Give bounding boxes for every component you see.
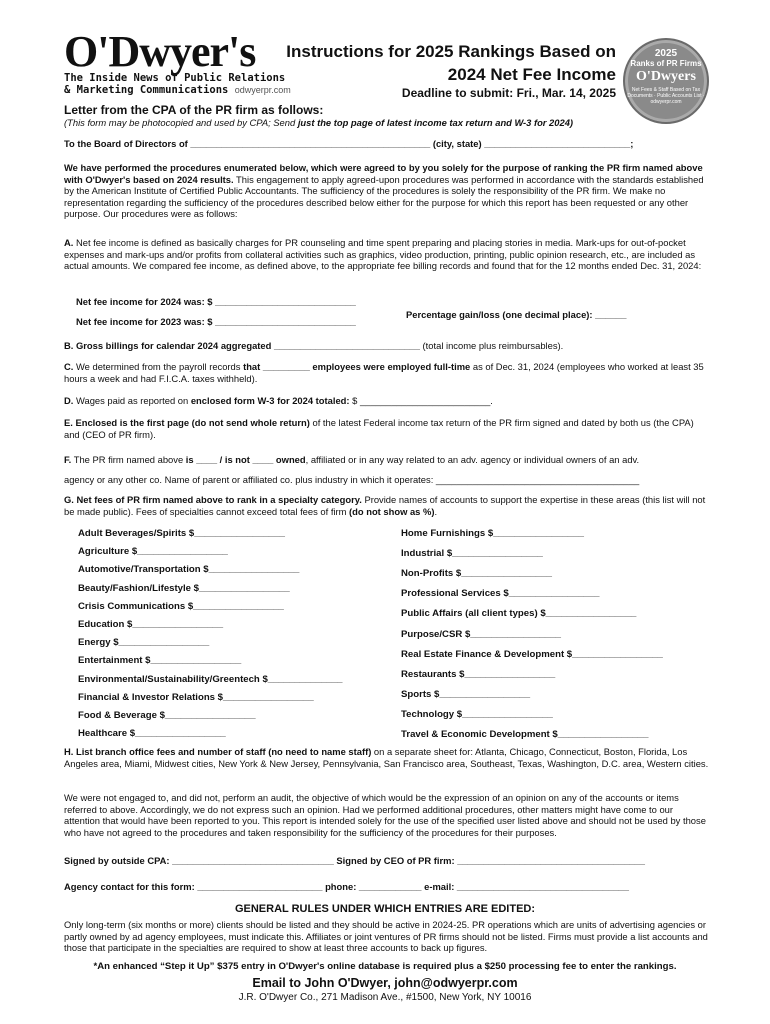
page-title <box>286 40 616 86</box>
seal-year: 2025 <box>654 48 678 59</box>
section-d-text: Wages paid as reported on <box>73 395 191 406</box>
section-f-text: The PR firm named above <box>71 454 186 465</box>
specialty-field-right[interactable]: Industrial $_________________ <box>401 548 543 560</box>
specialty-field-right[interactable]: Technology $_________________ <box>401 708 553 720</box>
net-fee-2023-field[interactable]: Net fee income for 2023 was: $ ___________________________ <box>76 316 356 327</box>
section-h <box>64 746 709 769</box>
intro-paragraph <box>64 162 709 220</box>
logo-tagline-line1: The Inside News of Public Relations <box>64 72 286 84</box>
seal-rank: Ranks of PR Firms <box>630 59 702 68</box>
wages-field[interactable]: $ _________________________. <box>349 395 493 406</box>
logo-tagline-line2: & Marketing Communications <box>64 84 229 96</box>
specialty-field-left[interactable]: Crisis Communications $_________________ <box>78 600 284 612</box>
section-d <box>64 395 709 407</box>
section-c-text: We determined from the payroll records <box>73 361 244 372</box>
specialty-field-left[interactable]: Environmental/Sustainability/Greentech $______________ <box>78 673 343 685</box>
section-b-rest: (total income plus reimbursables). <box>419 340 564 351</box>
logo-url: odwyerpr.com <box>234 85 291 95</box>
audit-disclaimer: We were not engaged to, and did not, perform an audit, the objective of which would be the expression of an opinion on any of the accounts or items referred to above. Accordingly, we do not express such an opinion. Had we performed additional procedures, other matters might have come to our attention that would have been reported to you. This report is intended solely for the use of the specified user listed above and should not be used by those who have not agreed to the procedures and taken responsibility for the sufficiency of the procedures for their purposes. <box>64 792 706 838</box>
specialty-field-left[interactable]: Education $_________________ <box>78 619 224 630</box>
net-fee-2024-field[interactable]: Net fee income for 2024 was: $ ___________________________ <box>76 296 356 307</box>
title-line2: 2024 Net Fee Income <box>447 65 616 84</box>
rules-heading: GENERAL RULES UNDER WHICH ENTRIES ARE EDITED: <box>234 903 536 915</box>
section-c-rest: as of Dec. 31, 2024 (employees who worked at least 35 hours a week and had F.I.C.A. taxes withheld). <box>64 361 704 384</box>
specialty-field-right[interactable]: Sports $_________________ <box>401 688 531 700</box>
section-e-bold: E. Enclosed is the first page (do not send whole return) <box>64 417 310 428</box>
ownership-field[interactable]: is ____ / is not ____ owned <box>185 454 306 465</box>
title-line1: Instructions for 2025 Rankings Based on <box>286 42 616 61</box>
note-text: (This form may be photocopied and used by CPA; Send <box>64 117 298 128</box>
section-g-text: Provide names of accounts to support the expertise in these areas (this list will not be made public). Fees of specialties cannot exceed total fees of firm <box>64 494 706 517</box>
section-e-text: of the latest Federal income tax return of the PR firm signed and dated by both us (the CPA) and (CEO of PR firm). <box>64 417 694 440</box>
agency-contact-fields[interactable]: Agency contact for this form: ________________________ phone: ____________ e-mail: _________________________________ <box>64 881 629 892</box>
address-line: J.R. O'Dwyer Co., 271 Madison Ave., #1500, New York, NY 10016 <box>238 992 532 1003</box>
specialty-field-right[interactable]: Public Affairs (all client types) $_________________ <box>401 608 637 620</box>
specialty-field-right[interactable]: Purpose/CSR $_________________ <box>401 628 562 640</box>
email-line[interactable]: Email to John O'Dwyer, john@odwyerpr.com <box>252 976 518 990</box>
section-g-note: (do not show as %) <box>349 505 435 517</box>
section-a <box>64 237 709 272</box>
rules-text: Only long-term (six months or more) clients should be listed and they should be active in 2024-25. PR operations which are units of advertising agencies or partly owned by ad agency employees, must indicate this. Affiliates or joint ventures of PR firms should not be listed. Firms must provide a list accounts and those that participate in the specialties are required to show at least three accounts to back up figures. <box>64 919 708 954</box>
employees-field[interactable]: that _________ employees were employed full-time <box>243 361 471 372</box>
parent-company-field[interactable]: agency or any other co. Name of parent or affiliated co. plus industry in which it operates: _______________________________________ <box>64 474 640 485</box>
seal-small-text: Net Fees & Staff Based on Tax Documents · Public Accounts List · odwyerpr.com <box>627 87 705 105</box>
percentage-gain-field[interactable]: Percentage gain/loss (one decimal place): ______ <box>406 309 627 320</box>
specialty-field-left[interactable]: Entertainment $_________________ <box>78 655 242 667</box>
logo-tagline <box>64 72 291 96</box>
section-f <box>64 454 709 466</box>
specialty-field-right[interactable]: Real Estate Finance & Development $_________________ <box>401 648 663 660</box>
specialty-field-right[interactable]: Travel & Economic Development $_________________ <box>401 729 649 740</box>
seal-name: O'Dwyers <box>636 69 696 84</box>
section-h-bold: H. List branch office fees and number of staff (no need to name staff) <box>64 746 372 757</box>
photocopy-note <box>64 117 573 128</box>
rankings-seal <box>623 38 709 124</box>
section-c-label: C. <box>64 361 74 372</box>
specialty-field-right[interactable]: Professional Services $_________________ <box>401 588 600 600</box>
specialty-field-left[interactable]: Agriculture $_________________ <box>78 546 228 558</box>
section-g <box>64 494 709 517</box>
specialty-field-right[interactable]: Restaurants $_________________ <box>401 668 556 680</box>
section-f-rest: , affiliated or in any way related to an adv. agency or individual owners of an adv. <box>305 454 640 465</box>
intro-text: This engagement to apply agreed-upon procedures was performed in accordance with the standards established by the American Institute of Certified Public Accountants. The sufficiency of the procedures is solely the responsibility of the PR firm. We make no representation regarding the sufficiency of the procedures described below either for the purpose for which this report has been requested or any other purpose. Our procedures were as follows: <box>64 173 704 220</box>
section-g-bold: G. Net fees of PR firm named above to rank in a specialty category. <box>64 494 362 505</box>
section-a-label: A. <box>64 237 74 248</box>
deadline: Deadline to submit: Fri., Mar. 14, 2025 <box>401 86 616 100</box>
section-d-bold: enclosed form W-3 for 2024 totaled: <box>190 395 350 406</box>
section-f-label: F. <box>64 454 72 465</box>
specialty-field-left[interactable]: Adult Beverages/Spirits $_________________ <box>78 528 285 539</box>
board-line: To the Board of Directors of ______________________________________________ (city, state) ____________________________; <box>64 138 634 149</box>
specialty-field-right[interactable]: Non-Profits $_________________ <box>401 568 552 580</box>
section-h-text: on a separate sheet for: Atlanta, Chicago, Connecticut, Boston, Florida, Los Angeles area, Miami, Midwest cities, New York & New Jersey, Pennsylvania, San Francisco area, Southeast, Texas, Washington, D.C. area, Western cities. <box>64 746 709 769</box>
letter-heading: Letter from the CPA of the PR firm as follows: <box>64 103 324 117</box>
specialty-field-left[interactable]: Energy $_________________ <box>78 637 210 649</box>
step-up-note: *An enhanced “Step it Up” $375 entry in O'Dwyer's online database is required plus a $250 processing fee to enter the rankings. <box>93 961 677 972</box>
specialty-field-left[interactable]: Financial & Investor Relations $_________________ <box>78 691 314 703</box>
section-b <box>64 340 709 352</box>
note-bold: just the top page of latest income tax return and W-3 for 2024) <box>297 117 574 128</box>
specialty-field-left[interactable]: Food & Beverage $_________________ <box>78 710 256 721</box>
section-a-text: Net fee income is defined as basically charges for PR counseling and time spent preparing and placing stories in media. Mark-ups for out-of-pocket expenses and mark-ups and/or profits from collateral activities such as graphics, video production, printing, public opinion research, etc., are included as actual amounts. We compared fee income, as defined above, to the appropriate fee billing records and found that for the 12 months ended Dec. 31, 2024: <box>64 237 702 272</box>
section-d-label: D. <box>64 395 74 406</box>
section-b-field[interactable]: B. Gross billings for calendar 2024 aggregated ____________________________ <box>64 340 420 351</box>
intro-bold: We have performed the procedures enumerated below, which were agreed to by you solely for the purpose of ranking the PR firm named above with O'Dwyer's based on 2024 results. <box>64 162 703 185</box>
section-c <box>64 361 709 384</box>
specialty-field-right[interactable]: Home Furnishings $_________________ <box>401 528 584 539</box>
specialty-field-left[interactable]: Beauty/Fashion/Lifestyle $_________________ <box>78 582 290 594</box>
specialty-field-left[interactable]: Healthcare $_________________ <box>78 728 226 740</box>
section-e <box>64 417 709 440</box>
signature-fields[interactable]: Signed by outside CPA: _______________________________ Signed by CEO of PR firm: ____________________________________ <box>64 855 645 866</box>
specialty-field-left[interactable]: Automotive/Transportation $_________________ <box>78 564 300 576</box>
logo-wordmark: O'Dwyer's <box>64 27 256 76</box>
section-g-period: . <box>434 505 438 517</box>
